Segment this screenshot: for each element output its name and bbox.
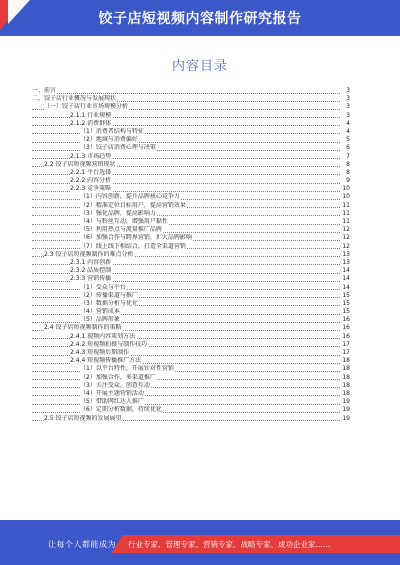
- toc-entry-title: （1）内容创新，提升品牌核心竞争力: [80, 193, 180, 201]
- toc-dot-leader: [32, 150, 340, 151]
- toc-entry-page: 3: [346, 111, 350, 119]
- toc-dot-leader: [32, 387, 340, 388]
- toc-entry-title: （7）线上线下相结合，打造全渠道营销: [80, 242, 186, 250]
- toc-entry-page: 19: [342, 406, 350, 414]
- toc-entry-page: 8: [346, 168, 350, 176]
- toc-entry-title: （5）借助网红达人推广: [80, 398, 144, 406]
- toc-entry-page: 3: [346, 87, 350, 94]
- toc-entry[interactable]: [32, 128, 350, 136]
- toc-entry-page: 7: [346, 152, 350, 160]
- page-header-banner: [0, 0, 400, 36]
- toc-entry-page: 3: [346, 95, 350, 103]
- toc-dot-leader: [32, 142, 340, 143]
- toc-entry-title: 2.1.2 消费群体: [70, 119, 112, 127]
- toc-entry[interactable]: [32, 390, 350, 398]
- toc-entry[interactable]: [32, 193, 350, 201]
- toc-entry-title: 2.4.3 短视频后期制作: [70, 349, 130, 356]
- table-of-contents: [32, 87, 350, 423]
- toc-entry[interactable]: [32, 300, 350, 308]
- toc-entry[interactable]: [32, 169, 350, 177]
- toc-entry-page: 18: [342, 373, 350, 381]
- toc-entry-page: 3: [346, 103, 350, 111]
- toc-dot-leader: [32, 289, 340, 290]
- toc-entry[interactable]: [32, 87, 350, 95]
- toc-entry-title: （一）饺子店行业市场规模分析: [44, 103, 129, 111]
- toc-entry[interactable]: [32, 185, 350, 193]
- toc-entry-page: 5: [346, 136, 350, 144]
- toc-entry-page: 15: [342, 308, 350, 316]
- toc-entry-title: 2.4.1 视频内容策划方法: [70, 332, 136, 340]
- toc-entry[interactable]: [32, 226, 350, 234]
- toc-entry-title: （4）与粉丝互动，增强用户黏性: [80, 218, 168, 225]
- toc-entry-page: 4: [346, 119, 350, 127]
- toc-entry-title: 2.2.1 平台选择: [70, 168, 112, 176]
- toc-entry-page: 15: [342, 299, 350, 307]
- toc-entry-title: （3）关注受众，创意互动: [80, 381, 150, 389]
- toc-entry[interactable]: [32, 243, 350, 251]
- toc-entry-page: 14: [342, 283, 350, 291]
- toc-entry-title: 2.3.2 品质控制: [70, 267, 112, 275]
- toc-entry[interactable]: [32, 267, 350, 275]
- toc-entry-title: （1）消费者结构与特征: [80, 127, 144, 135]
- toc-entry-page: 11: [342, 218, 350, 225]
- toc-entry-page: 4: [346, 127, 350, 135]
- footer-slogan-right: 行业专家、管理专家、营销专家、战略专家、成功企业家……: [128, 540, 331, 549]
- toc-dot-leader: [32, 297, 340, 298]
- toc-dot-leader: [32, 232, 340, 233]
- toc-entry-page: 18: [342, 357, 350, 365]
- toc-dot-leader: [32, 305, 340, 306]
- toc-entry-page: 18: [342, 365, 350, 373]
- toc-dot-leader: [32, 224, 340, 225]
- toc-entry-page: 18: [342, 389, 350, 397]
- toc-entry[interactable]: [32, 144, 350, 152]
- footer-slogan-left: 让每个人都能成为: [48, 540, 116, 549]
- toc-entry[interactable]: [32, 398, 350, 406]
- toc-entry[interactable]: [32, 259, 350, 267]
- toc-entry-title: 2.2 饺子店短视频营销现状: [44, 160, 116, 168]
- toc-entry-title: 2.3 饺子店短视频制作的难点分析: [44, 250, 134, 258]
- toc-dot-leader: [32, 395, 340, 396]
- toc-heading: 内容目录: [171, 59, 228, 74]
- toc-entry-title: （6）定期分析数据，持续优化: [80, 406, 162, 414]
- toc-entry-title: （2）地域与消费偏好: [80, 136, 138, 144]
- toc-entry-title: 2.2.2 内容分析: [70, 177, 112, 185]
- toc-entry-title: （5）品牌形象: [80, 316, 120, 324]
- toc-dot-leader: [32, 199, 340, 200]
- toc-entry[interactable]: [32, 275, 350, 283]
- toc-dot-leader: [32, 322, 340, 323]
- toc-entry-page: 12: [342, 234, 350, 242]
- toc-entry-page: 19: [342, 398, 350, 406]
- toc-entry[interactable]: [32, 136, 350, 144]
- toc-entry[interactable]: [32, 177, 350, 185]
- toc-entry[interactable]: [32, 234, 350, 242]
- toc-entry-page: 10: [342, 185, 350, 193]
- toc-entry-page: 13: [342, 250, 350, 258]
- toc-entry-page: 15: [342, 291, 350, 299]
- toc-entry-title: （4）营销成本: [80, 308, 120, 316]
- toc-entry-title: 2.1.3 市场趋势: [70, 152, 112, 160]
- toc-entry-page: 12: [342, 242, 350, 250]
- toc-dot-leader: [32, 133, 340, 134]
- toc-entry[interactable]: [32, 284, 350, 292]
- toc-entry-title: 2.4.4 短视频传播推广方法: [70, 357, 142, 365]
- toc-entry[interactable]: [32, 251, 350, 259]
- report-title: 饺子店短视频内容制作研究报告: [98, 11, 302, 27]
- toc-entry-page: 14: [342, 267, 350, 275]
- toc-entry[interactable]: [32, 349, 350, 357]
- toc-entry-title: （2）精准定位目标用户，提高营销效果: [80, 201, 186, 209]
- toc-entry-page: 8: [346, 160, 350, 168]
- toc-entry-title: （3）饺子店消费心理与决策: [80, 144, 156, 152]
- toc-entry-title: 2.3.3 营销传播: [70, 275, 112, 283]
- toc-entry-title: 2.4.2 短视频拍摄与制作技巧: [70, 340, 148, 348]
- toc-entry-title: （3）数据分析与优化: [80, 299, 138, 307]
- toc-dot-leader: [32, 404, 340, 405]
- toc-entry[interactable]: [32, 382, 350, 390]
- toc-entry[interactable]: [32, 103, 350, 111]
- toc-entry-page: 6: [346, 144, 350, 152]
- toc-dot-leader: [32, 379, 340, 380]
- toc-entry-title: 2.5 饺子店短视频的发展展望: [44, 414, 122, 422]
- toc-entry-title: 一、前言: [32, 87, 57, 94]
- toc-entry-page: 14: [342, 275, 350, 283]
- toc-entry[interactable]: [32, 333, 350, 341]
- toc-entry[interactable]: [32, 415, 350, 423]
- toc-entry-title: 2.1.1 行业规模: [70, 111, 112, 119]
- toc-entry[interactable]: [32, 153, 350, 161]
- toc-entry-page: 11: [342, 209, 350, 217]
- toc-entry-title: （5）利用热点与流量推广品牌: [80, 226, 162, 234]
- toc-entry-page: 11: [342, 201, 350, 209]
- toc-entry[interactable]: [32, 316, 350, 324]
- toc-entry[interactable]: [32, 357, 350, 365]
- toc-entry-page: 19: [342, 414, 350, 422]
- toc-entry[interactable]: [32, 210, 350, 218]
- toc-entry-page: 16: [342, 316, 350, 324]
- toc-dot-leader: [32, 371, 340, 372]
- toc-entry-page: 16: [342, 324, 350, 332]
- toc-entry-title: 2.4 饺子店短视频制作的策略: [44, 324, 122, 332]
- toc-dot-leader: [32, 412, 340, 413]
- toc-dot-leader: [32, 93, 340, 94]
- toc-entry-title: （1）受众与平台: [80, 283, 126, 291]
- toc-entry-page: 12: [342, 226, 350, 234]
- toc-dot-leader: [32, 215, 340, 216]
- toc-entry[interactable]: [32, 112, 350, 120]
- toc-entry-page: 16: [342, 332, 350, 340]
- toc-entry-title: （3）强化品牌，提高影响力: [80, 209, 156, 217]
- toc-entry-title: （6）加强合作与跨界营销，扩大品牌影响: [80, 234, 192, 242]
- toc-entry-page: 10: [342, 193, 350, 201]
- toc-entry[interactable]: [32, 406, 350, 414]
- toc-entry-page: 9: [346, 177, 350, 185]
- toc-dot-leader: [32, 314, 340, 315]
- toc-entry[interactable]: [32, 365, 350, 373]
- toc-entry[interactable]: [32, 324, 350, 332]
- toc-entry-title: （2）加强合作，多渠道推广: [80, 373, 156, 381]
- toc-entry-title: 二、饺子店行业概况与发展现状: [32, 95, 117, 103]
- toc-entry[interactable]: [32, 202, 350, 210]
- toc-entry[interactable]: [32, 161, 350, 169]
- toc-entry-title: 2.2.3 竞争策略: [70, 185, 112, 193]
- toc-entry-page: 17: [342, 340, 350, 348]
- toc-entry[interactable]: [32, 374, 350, 382]
- toc-entry[interactable]: [32, 341, 350, 349]
- toc-entry[interactable]: [32, 120, 350, 128]
- toc-entry-page: 18: [342, 381, 350, 389]
- toc-entry-title: （1）以平台特性，开展针对性营销: [80, 365, 174, 373]
- toc-entry-page: 13: [342, 258, 350, 266]
- toc-entry-title: （2）传播渠道与推广: [80, 291, 138, 299]
- toc-entry[interactable]: [32, 218, 350, 226]
- toc-entry[interactable]: [32, 292, 350, 300]
- toc-entry[interactable]: [32, 308, 350, 316]
- toc-entry-page: 17: [342, 349, 350, 356]
- toc-entry[interactable]: [32, 95, 350, 103]
- toc-entry-title: （4）开展主题营销活动: [80, 389, 144, 397]
- page-footer-banner: [0, 520, 400, 565]
- toc-entry-title: 2.3.1 内容创新: [70, 258, 112, 266]
